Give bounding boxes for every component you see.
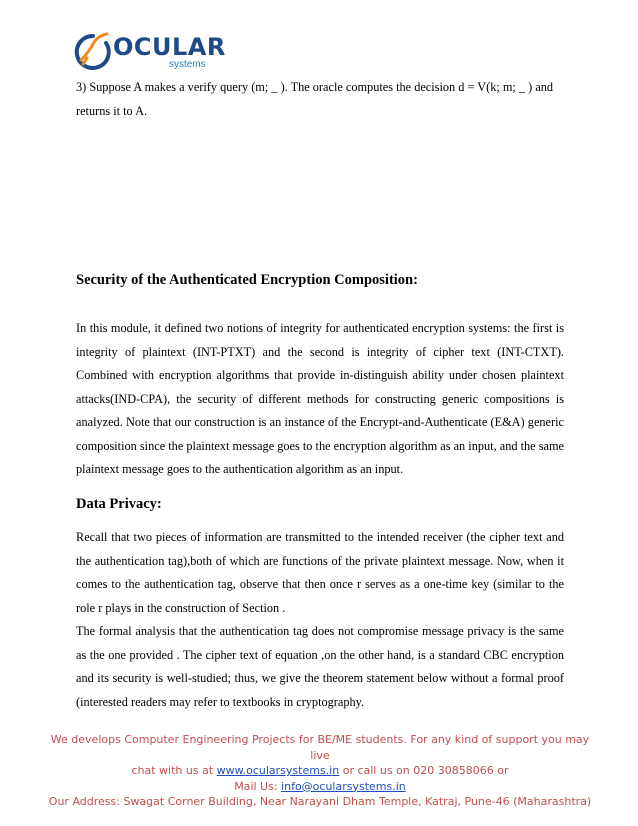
security-paragraph: In this module, it defined two notions of integrity for authenticated encryption systems: the first is integrity of plaintext (INT-PTXT) and the second is integrity of cipher text (INT-CTXT). Combined with encryption algorithms that provide in-distinguish ability under chosen plaintext attacks(IND-CPA), the security of different methods for constructing generic compositions is analyzed. Note that our construction is an instance of the Encrypt-and-Authenticate (E&A) generic composition since the plaintext message goes to the encryption algorithm as an input, and the same plaintext message goes to the authentication algorithm as an input. <box>76 321 564 476</box>
data-privacy-paragraph-2: The formal analysis that the authentication tag does not compromise message privacy is the same as the one provided . The cipher text of equation ,on the other hand, is a standard CBC encryption and its security is well-studied; thus, we give the theorem statement below without a formal proof (interested readers may refer to textbooks in cryptography. <box>76 624 564 709</box>
ocular-logo-icon <box>73 30 113 76</box>
website-link[interactable]: www.ocularsystems.in <box>216 764 340 777</box>
logo-wordmark: OCULAR <box>113 33 226 61</box>
section-heading-security: Security of the Authenticated Encryption Composition: <box>76 272 418 288</box>
footer-line-2-prefix: chat with us at <box>131 764 217 777</box>
email-link[interactable]: info@ocularsystems.in <box>281 779 406 793</box>
footer-line-1: We develops Computer Engineering Projects for BE/ME students. For any kind of support you may live <box>50 733 590 762</box>
footer-mail-label: Mail Us: <box>234 779 282 793</box>
company-logo <box>73 30 253 76</box>
logo-subtitle: systems <box>169 59 206 70</box>
footer-line-2-suffix: or call us on 020 30858066 or <box>339 764 509 777</box>
footer-line-2 <box>40 763 600 779</box>
section-heading-data-privacy: Data Privacy: <box>76 496 162 512</box>
page-footer <box>40 732 600 810</box>
data-privacy-paragraph-1: Recall that two pieces of information are transmitted to the intended receiver (the cipher text and the authentication tag),both of which are functions of the private plaintext message. Now, when it comes to the authentication tag, observe that then once r serves as a one-time key (similar to the role r plays in the construction of Section . <box>76 530 564 615</box>
footer-address: Our Address: Swagat Corner Building, Near Narayani Dham Temple, Katraj, Pune-46 (Maharashtra) <box>48 795 592 808</box>
item-3-paragraph: 3) Suppose A makes a verify query (m; _ ). The oracle computes the decision d = V(k; m; _ ) and returns it to A. <box>76 80 554 118</box>
footer-line-3 <box>40 779 600 795</box>
